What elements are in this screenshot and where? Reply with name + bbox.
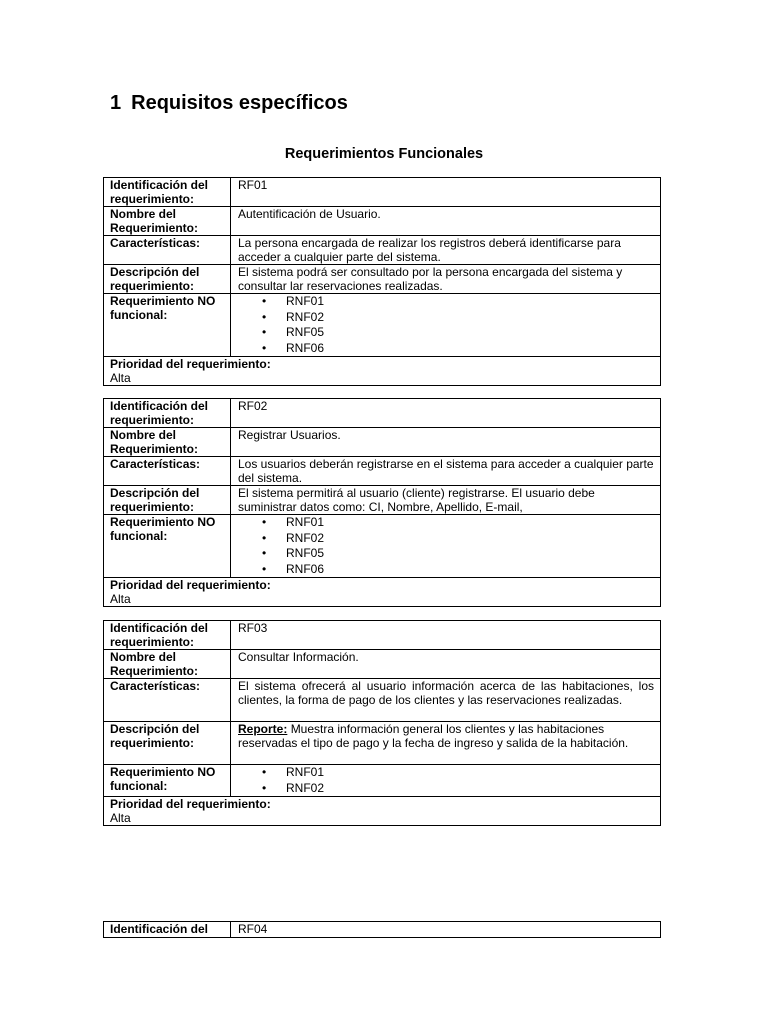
name-value: Autentificación de Usuario. [231,207,661,236]
requirement-table-rf03 [103,620,661,826]
list-item: • RNF02 [286,781,654,797]
requirement-table-rf02 [103,398,661,607]
report-text: Muestra información general los clientes y las habitaciones reservadas el tipo de pago y la fecha de ingreso y salida de la habitación. [238,722,629,750]
nonfunctional-value [231,294,661,357]
features-label: Características: [104,679,231,722]
requirement-table-rf01 [103,177,661,386]
name-label: Nombre del Requerimiento: [104,428,231,457]
list-item: • RNF05 [286,325,654,341]
priority-value: Alta [110,371,131,385]
priority-label: Prioridad del requerimiento: [110,797,271,811]
priority-cell [104,797,661,826]
nonfunctional-label: Requerimiento NO funcional: [104,294,231,357]
description-value [231,722,661,765]
list-item: • RNF06 [286,562,654,578]
id-label: Identificación del requerimiento: [104,621,231,650]
section-number: 1 [110,92,122,114]
nonfunctional-label: Requerimiento NO funcional: [104,515,231,578]
id-value: RF02 [231,399,661,428]
id-label: Identificación del [104,922,231,938]
list-item: • RNF01 [286,765,654,781]
list-item: • RNF02 [286,531,654,547]
list-item: • RNF01 [286,294,654,310]
priority-label: Prioridad del requerimiento: [110,357,271,371]
priority-value: Alta [110,592,131,606]
list-item: • RNF02 [286,310,654,326]
subtitle: Requerimientos Funcionales [284,146,484,162]
description-value: El sistema podrá ser consultado por la persona encargada del sistema y consultar lar reservaciones realizadas. [231,265,661,294]
priority-value: Alta [110,811,131,825]
priority-label: Prioridad del requerimiento: [110,578,271,592]
requirement-table-rf04 [103,921,661,938]
nonfunctional-value [231,515,661,578]
description-label: Descripción del requerimiento: [104,486,231,515]
priority-cell [104,357,661,386]
section-heading [110,92,348,115]
name-value: Registrar Usuarios. [231,428,661,457]
description-label: Descripción del requerimiento: [104,265,231,294]
list-item: • RNF01 [286,515,654,531]
id-value: RF04 [231,922,661,938]
list-item: • RNF05 [286,546,654,562]
description-label: Descripción del requerimiento: [104,722,231,765]
name-label: Nombre del Requerimiento: [104,207,231,236]
description-value: El sistema permitirá al usuario (cliente) registrarse. El usuario debe suministrar datos como: CI, Nombre, Apellido, E-mail, [231,486,661,515]
features-label: Características: [104,457,231,486]
id-value: RF03 [231,621,661,650]
name-value: Consultar Información. [231,650,661,679]
nonfunctional-value [231,765,661,797]
id-label: Identificación del requerimiento: [104,178,231,207]
features-value: La persona encargada de realizar los registros deberá identificarse para acceder a cualquier parte del sistema. [231,236,661,265]
features-value: Los usuarios deberán registrarse en el sistema para acceder a cualquier parte del sistema. [231,457,661,486]
section-title: Requisitos específicos [131,92,348,114]
name-label: Nombre del Requerimiento: [104,650,231,679]
nonfunctional-list [238,294,654,356]
nonfunctional-list [238,515,654,577]
nonfunctional-list [238,765,654,796]
nonfunctional-label: Requerimiento NO funcional: [104,765,231,797]
list-item: • RNF06 [286,341,654,357]
features-label: Características: [104,236,231,265]
id-value: RF01 [231,178,661,207]
priority-cell [104,578,661,607]
report-label: Reporte: [238,722,288,736]
features-value: El sistema ofrecerá al usuario información acerca de las habitaciones, los clientes, la forma de pago de los clientes y las reservaciones realizadas. [231,679,661,722]
id-label: Identificación del requerimiento: [104,399,231,428]
